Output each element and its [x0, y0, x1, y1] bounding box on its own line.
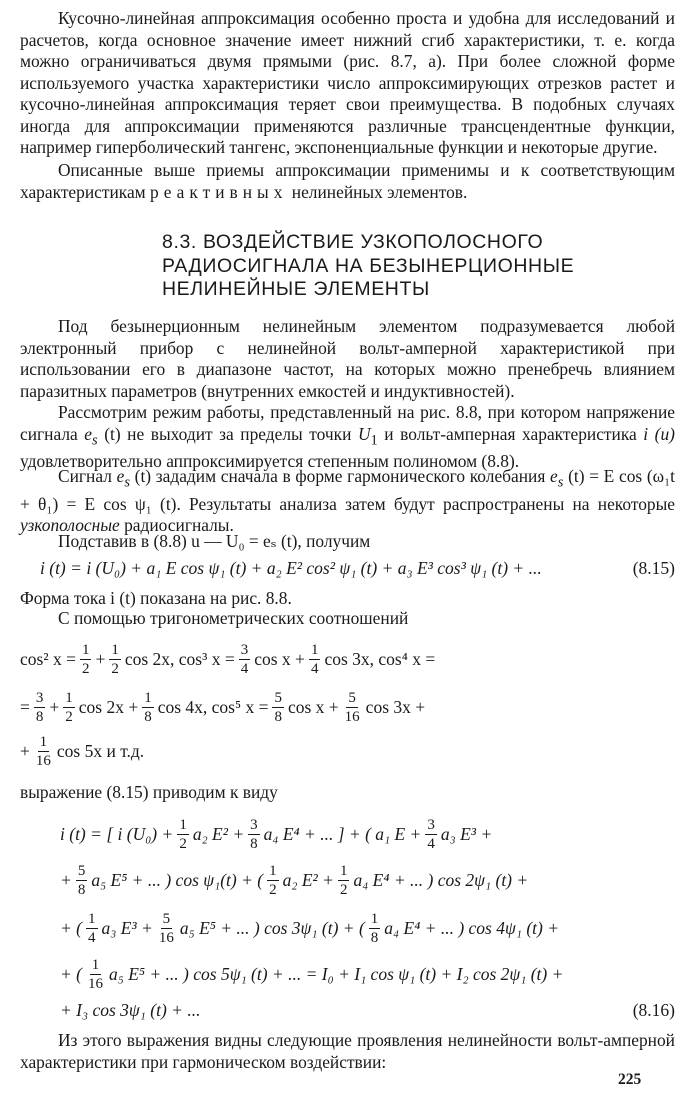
eq-frac-1-8: $\frac{1}{8}$ [370, 910, 379, 946]
trig-l2d: cos 4x, cos⁵ x = [157, 696, 269, 717]
paragraph-reactive-elements [20, 160, 675, 203]
trig-l1b: + [95, 648, 106, 669]
eq-frac-1-2-c: $\frac{1}{2}$ [339, 862, 348, 898]
trig-line-1 [20, 638, 675, 680]
eq816-l3b: a₃ E³ + [101, 917, 153, 938]
trig-l1a: cos² x = [20, 648, 76, 669]
section-heading [20, 231, 691, 302]
eq816-l2d: a₄ E⁴ + ... ) cos 2ψ₁ (t) + [353, 869, 529, 890]
equation-8-15-expression: i (t) = i (U₀) + a₁ E cos ψ₁ (t) + a₂ E² cos² ψ₁ (t) + a₃ E³ cos³ ψ₁ (t) + ... [40, 557, 542, 578]
frac-1-2b: $\frac{1}{2}$ [111, 641, 119, 677]
eq-frac-1-16: $\frac{1}{16}$ [88, 956, 104, 992]
paragraph-signal: Сигнал $e_s$ (t) зададим сначала в форме гармонического колебания $e_s$ (t) = E cos (ω₁t + θ₁) = E cos ψ₁ (t). Результаты анализа затем будут распространены на некоторые узкополосные радиосигналы. [20, 466, 675, 536]
para5-italic: узкополосные [20, 515, 120, 536]
frac-1-8: $\frac{1}{8}$ [144, 689, 152, 725]
eq816-l2c: a₂ E² + [282, 869, 334, 890]
eq816-line-3 [60, 906, 675, 950]
trig-l2e: cos x + [287, 696, 339, 717]
eq816-l3d: a₄ E⁴ + ... ) cos 4ψ₁ (t) + [384, 917, 560, 938]
frac-3-4: $\frac{3}{4}$ [240, 641, 249, 677]
paragraph-trig-intro: С помощью тригонометрических соотношений [58, 608, 409, 628]
eq-frac-3-8: $\frac{3}{8}$ [250, 816, 258, 852]
eq-frac-5-16: $\frac{5}{16}$ [158, 910, 174, 946]
trig-l1d: cos x + [254, 648, 305, 669]
para4-u1: U [357, 423, 371, 444]
eq-frac-1-2: $\frac{1}{2}$ [179, 816, 187, 852]
trig-l2a: = [20, 696, 30, 717]
eq-frac-5-8: $\frac{5}{8}$ [77, 862, 86, 898]
trig-l1e: cos 3x, cos⁴ x = [324, 648, 436, 669]
trig-l2b: + [49, 696, 60, 717]
eq816-line-2 [60, 858, 675, 902]
section-heading-line2: РАДИОСИГНАЛА НА БЕЗЫНЕРЦИОННЫЕ [162, 254, 575, 277]
trig-l1c: cos 2x, cos³ x = [124, 648, 235, 669]
para5-b: (t) зададим сначала в форме гармонического колебания [134, 466, 546, 486]
frac-1-16: $\frac{1}{16}$ [35, 733, 51, 769]
paragraph-current-form: Форма тока i (t) показана на рис. 8.8. [20, 588, 292, 608]
eq816-l3c: a₅ E⁵ + ... ) cos 3ψ₁ (t) + ( [179, 917, 365, 938]
paragraph-reduce: выражение (8.15) приводим к виду [20, 782, 278, 802]
section-heading-line1: 8.3. ВОЗДЕЙСТВИЕ УЗКОПОЛОСНОГО [162, 231, 544, 253]
frac-3-8: $\frac{3}{8}$ [35, 689, 44, 725]
frac-1-4: $\frac{1}{4}$ [310, 641, 319, 677]
para5-c: (t) = E cos (ω₁t + θ₁) = E cos ψ₁ (t). Результаты анализа затем будут распространены на некоторые [20, 466, 675, 514]
eq816-l3a: + ( [60, 917, 83, 938]
paragraph-definition: Под безынерционным нелинейным элементом подразумевается любой электронный прибор с нелинейной вольт-амперной характеристикой при использовании его в диапазоне частот, на которых можно пренебречь влиянием паразитных параметров (внутренних емкостей и индуктивностей). [20, 316, 675, 401]
eq816-l5: + I₃ cos 3ψ₁ (t) + ... [60, 999, 201, 1020]
eq816-line-4 [60, 952, 675, 996]
eq816-l1d: a₃ E³ + [440, 823, 493, 844]
eq816-l4b: a₅ E⁵ + ... ) cos 5ψ₁ (t) + ... = I₀ + I₁ cos ψ₁ (t) + I₂ cos 2ψ₁ (t) + [109, 963, 564, 984]
eq816-l1b: a₂ E² + [192, 823, 245, 844]
eq-frac-1-2-b: $\frac{1}{2}$ [269, 862, 277, 898]
eq816-l1c: a₄ E⁴ + ... ] + ( a₁ E + [263, 823, 422, 844]
para4-sub-s: s [92, 431, 98, 448]
para4-sub-1: 1 [370, 431, 378, 448]
paragraph-piecewise-approximation: Кусочно-линейная аппроксимация особенно проста и удобна для исследований и расчетов, когда основное значение имеет нижний сгиб характеристики, т. е. когда можно ограничиваться двумя прямыми (рис. 8.7, а). При более сложной форме используемого участка характеристики число аппроксимирующих отрезков растет и кусочно-линейная аппроксимация теряет свои преимущества. В подобных случаях иногда для аппроксимации применяются различные трансцендентные функции, например гиперболический тангенс, экспоненциальные функции и некоторые другие. [20, 8, 675, 157]
para4-d: удовлетворительно аппроксимируется степенным полиномом (8.8). [20, 451, 520, 472]
eq816-line-5 [60, 998, 675, 1022]
trig-line-3 [20, 730, 675, 772]
frac-5-16: $\frac{5}{16}$ [344, 689, 360, 725]
para4-iu: i (u) [643, 423, 675, 444]
paragraph-substitute: Подставив в (8.8) u — U₀ = eₛ (t), получим [58, 531, 371, 551]
equation-8-15-number: (8.15) [632, 557, 675, 578]
trig-line-2 [20, 686, 675, 728]
eq816-line-1 [60, 812, 675, 856]
page-number: 225 [618, 1071, 642, 1088]
frac-1-2: $\frac{1}{2}$ [81, 641, 90, 677]
equation-8-16-number: (8.16) [632, 999, 675, 1020]
trig-l2f: cos 3x + [365, 696, 426, 717]
eq816-l4a: + ( [60, 963, 83, 984]
eq816-l1: i (t) = [ i (U₀) + [60, 823, 174, 844]
trig-l2c: cos 2x + [78, 696, 139, 717]
para2-spaced: реактивных [150, 181, 288, 202]
para4-es: e [84, 423, 93, 444]
para5-a: Сигнал [58, 466, 112, 486]
frac-5-8: $\frac{5}{8}$ [274, 689, 282, 725]
equation-8-15 [40, 556, 675, 580]
para2-start: Описанные выше приемы аппроксимации применимы и к соответствующим характеристикам [20, 160, 675, 202]
eq-frac-3-4: $\frac{3}{4}$ [427, 816, 435, 852]
eq816-l2b: a₅ E⁵ + ... ) cos ψ₁(t) + ( [91, 869, 264, 890]
paragraph-nonlinearity: Из этого выражения видны следующие проявления нелинейности вольт-амперной характеристики при гармоническом воздействии: [20, 1030, 675, 1072]
para2-end: нелинейных элементов. [291, 181, 468, 202]
paragraph-operating-mode [20, 402, 675, 473]
trig-l3a: + [20, 740, 30, 761]
section-heading-line3: НЕЛИНЕЙНЫЕ ЭЛЕМЕНТЫ [162, 278, 430, 300]
eq-frac-1-4: $\frac{1}{4}$ [88, 910, 96, 946]
para4-a: Рассмотрим режим работы, представленный на рис. 8.8, при котором напряжение сигнала [20, 402, 675, 444]
para5-d: радиосигналы. [124, 515, 234, 536]
para4-c: и вольт-амперная характеристика [384, 423, 637, 444]
para4-b: (t) не выходит за пределы точки [104, 423, 352, 444]
eq816-l2a: + [60, 869, 72, 890]
trig-l3b: cos 5x и т.д. [56, 740, 145, 761]
frac-1-2c: $\frac{1}{2}$ [65, 689, 73, 725]
